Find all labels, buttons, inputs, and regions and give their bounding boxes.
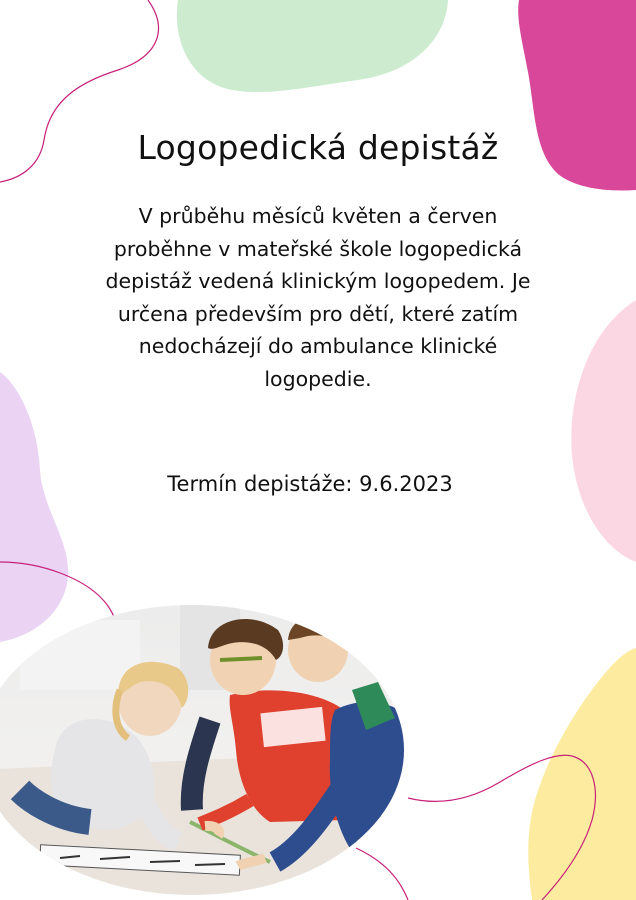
photo-content bbox=[0, 600, 420, 900]
page-title: Logopedická depistáž bbox=[137, 128, 499, 167]
yellow-blob bbox=[528, 648, 636, 900]
children-photo bbox=[0, 600, 420, 900]
announcement-line: depistáž vedená klinickým logopedem. Je bbox=[105, 269, 531, 293]
announcement-line: určena především pro dětí, které zatím bbox=[117, 301, 519, 326]
announcement-line: logopedie. bbox=[264, 366, 372, 391]
screening-date: Termín depistáže: 9.6.2023 bbox=[167, 472, 453, 496]
announcement-line: nedocházejí do ambulance klinické bbox=[138, 334, 498, 358]
green-blob bbox=[177, 0, 448, 92]
pink-blob bbox=[571, 300, 636, 562]
announcement-line: V průběhu měsíců květen a červen bbox=[138, 204, 498, 228]
announcement-text bbox=[78, 200, 558, 395]
announcement-line: proběhne v mateřské škole logopedická bbox=[113, 236, 523, 261]
